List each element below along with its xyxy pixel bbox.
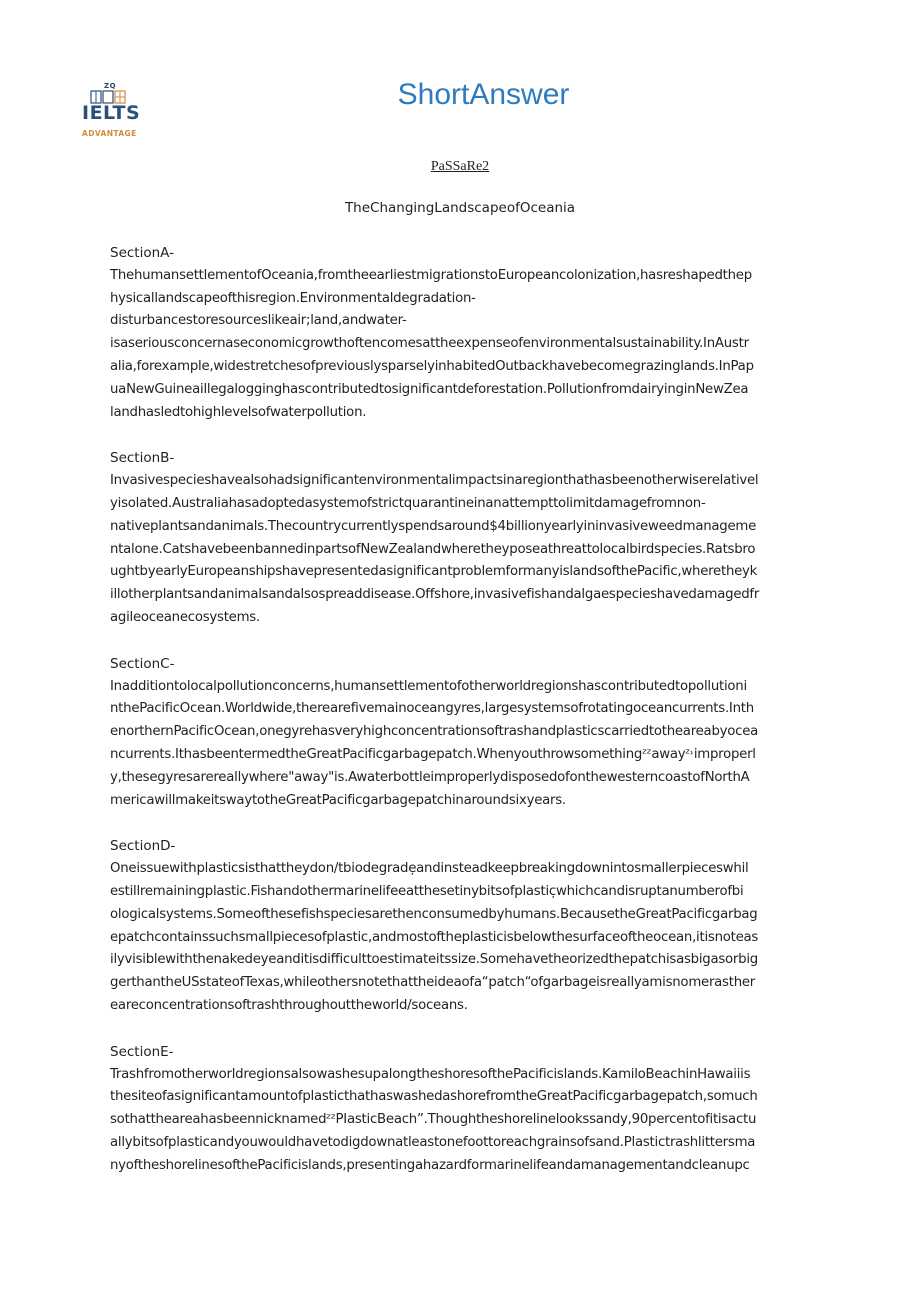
paragraph-line: ilyvisiblewiththenakedeyeanditisdifficulttoestimateitssize.Somehavetheorizedthepatchisasbigasorbig (110, 952, 758, 968)
paragraph-line: ThehumansettlementofOceania,fromtheearliestmigrationstoEuropeancolonization,hasreshapedthep (110, 267, 752, 283)
paragraph-line: disturbancestoresourceslikeair;land,andwater- (110, 313, 407, 329)
paragraph-line: alia,forexample,widestretchesofpreviouslysparselyinhabitedOutbackhavebecomegrazinglands.InPap (110, 358, 754, 374)
paragraph-line: ologicalsystems.Someofthesefishspeciesarethenconsumedbyhumans.BecausetheGreatPacificgarbag (110, 906, 758, 922)
paragraph-line: eareconcentrationsoftrashthroughouttheworld/soceans. (110, 997, 468, 1013)
section-block (110, 447, 810, 629)
paragraph-line: hysicallandscapeofthisregion.Environmentaldegradation- (110, 290, 476, 306)
paragraph-line: Oneissuewithplasticsisthattheydon/tbiodegrade̦andinsteadkeepbreakingdownintosmallerpieceswhil (110, 861, 749, 877)
paragraph-line: mericawillmakeitswaytotheGreatPacificgarbagepatchinaroundsixyears. (110, 792, 566, 808)
logo-ielts-text: IELTS (82, 102, 141, 124)
passage-label: PaSSaRe2 (430, 159, 490, 174)
article-title: TheChangingLandscapeofOceania (344, 200, 576, 216)
section-block (110, 653, 810, 813)
paragraph-line: allybitsofplasticandyouwouldhavetodigdownatleastonefoottoreachgrainsofsand.Plastictrashlittersma (110, 1134, 756, 1150)
paragraph-line: TrashfromotherworldregionsalsowashesupalongtheshoresofthePacificislands.KamiloBeachinHawaiiis (110, 1066, 751, 1082)
paragraph-line: yisolated.Australiahasadoptedasystemofstrictquarantineinanattempttolimitdamagefromnon- (110, 495, 706, 511)
paragraph-line: isaseriousconcernaseconomicgrowthoftencomesattheexpenseofenvironmentalsustainability.InAustr (110, 336, 749, 352)
paragraph-line: sothattheareahasbeennicknamedᶻᶻPIasticBeach”.Thoughtheshorelinelookssandy,90percentofitisactu (110, 1112, 757, 1128)
logo-zq-text: ZQ (104, 82, 117, 90)
paragraph-line: estillremainingplastic.Fishandothermarinelifeeatthesetinybitsofplastic̦whichcandisruptanumberofbi (110, 883, 744, 899)
paragraph-line: ntalone.CatshavebeenbannedinpartsofNewZealandwheretheyposeathreattolocalbirdspecies.Ratsbro (110, 541, 756, 557)
paragraph-line: Invasivespecieshavealsohadsignificantenvironmentalimpactsinaregionthathasbeenotherwiserelativel (110, 473, 759, 489)
section-heading: SectionD- (110, 838, 176, 855)
logo-advantage-text: ADVANTAGE (82, 129, 137, 138)
page-title: ShortAnswer (397, 78, 570, 111)
section-block (110, 835, 810, 1017)
paragraph-line: ughtbyearlyEuropeanshipshavepresentedasignificantproblemformanyislandsofthePacific,wheretheyk (110, 564, 758, 580)
passage-body (110, 242, 810, 1200)
section-block (110, 242, 810, 424)
paragraph-line: enorthernPacificOcean,onegyrehasveryhighconcentrationsoftrashandplasticscarriedtotheareabyocea (110, 724, 759, 740)
section-heading: SectionB- (110, 450, 175, 467)
section-heading: SectionC- (110, 655, 175, 672)
paragraph-line: thesiteofasignificantamountofplasticthathaswashedashorefromtheGreatPacificgarbagepatch,somuch (110, 1089, 758, 1105)
paragraph-line: illotherplantsandanimalsandalsospreaddisease.Offshore,invasivefishandalgaespecieshavedamagedfr (110, 587, 760, 603)
paragraph-line: Inadditiontolocalpollutionconcerns,humansettlementofotherworldregionshascontributedtopollutioni (110, 678, 747, 694)
paragraph-line: uaNewGuineaillegalogginghascontributedtosignificantdeforestation.PollutionfromdairyinginNewZea (110, 381, 749, 397)
paragraph-line: agileoceanecosystems. (110, 609, 260, 625)
section-heading: SectionA- (110, 245, 174, 261)
section-block (110, 1041, 810, 1178)
section-heading: SectionE- (110, 1043, 174, 1060)
paragraph-line: ncurrents.IthasbeentermedtheGreatPacificgarbagepatch.Whenyouthrowsomethingᶻᶻawayᶻ˒improperl (110, 746, 756, 762)
paragraph-line: nativeplantsandanimals.Thecountrycurrentlyspendsaround$4billionyearlyininvasiveweedmanageme (110, 518, 757, 534)
paragraph-line: nthePacificOcean.Worldwide,therearefivemainoceangyres,largesystemsofrotatingoceancurrents.Inth (110, 701, 754, 717)
paragraph-line: nyoftheshorelinesofthePacificislands,presentingahazardformarinelifeandamanagementandcleanupc (110, 1157, 750, 1173)
paragraph-line: landhasledtohighlevelsofwaterpollution. (110, 404, 367, 420)
paragraph-line: epatchcontainssuchsmallpiecesofplastic,andmostoftheplasticisbelowthesurfaceoftheocean,itisnoteas (110, 929, 759, 945)
paragraph-line: y,thesegyresarereallywhere"away"is.AwaterbottleimproperlydisposedofonthewesterncoastofNorthA (110, 769, 750, 785)
paragraph-line: gerthantheUSstateofTexas,whileothersnotethattheideaofa“patch“ofgarbageisreallyamisnomerasther (110, 975, 756, 991)
